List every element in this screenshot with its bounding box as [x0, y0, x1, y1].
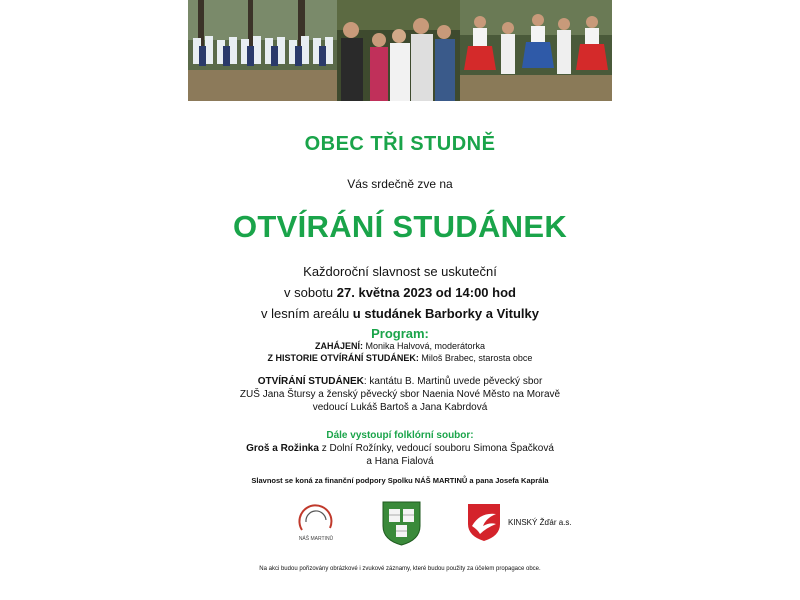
sponsor-note: Slavnost se koná za finanční podpory Spolku NÁŠ MARTINŮ a pana Josefa Kaprála — [251, 476, 549, 485]
folklore-text: z Dolní Rožínky, vedoucí souboru Simona Špačková — [318, 443, 554, 454]
photo-strip — [188, 0, 612, 101]
kinsky-logo — [466, 502, 586, 542]
kinsky-shield-icon — [466, 502, 502, 542]
program-main — [188, 376, 612, 387]
folk-dancers-photo — [460, 0, 612, 101]
main-label: OTVÍRÁNÍ STUDÁNEK — [257, 376, 364, 387]
program-opening — [188, 341, 612, 351]
village-crest-logo — [381, 500, 422, 546]
program-main-line-2: ZUŠ Jana Štursy a ženský pěvecký sbor Naenia Nové Město na Moravě — [239, 389, 561, 400]
program-main-line-3: vedoucí Lukáš Bartoš a Jana Kabrdová — [312, 402, 488, 413]
folklore-line-1 — [188, 443, 612, 454]
folklore-line-2: a Hana Fialová — [366, 456, 434, 467]
main-text: : kantátu B. Martinů uvede pěvecký sbor — [363, 376, 543, 387]
event-venue: u studánek Barborky a Vitulky — [352, 306, 539, 321]
nas-martinu-logo — [292, 500, 340, 544]
program-history — [188, 353, 612, 363]
village-title: OBEC TŘI STUDNĚ — [304, 133, 496, 155]
details-line-1: Každoroční slavnost se uskuteční — [303, 264, 497, 279]
guests-photo — [337, 0, 460, 101]
footer-note: Na akci budou pořizovány obrázkové i zvukové záznamy, které budou použity za účelem propagace obce. — [259, 566, 541, 572]
date-prefix: v sobotu — [284, 285, 337, 300]
opening-text: Monika Halvová, moderátorka — [362, 341, 486, 351]
kinsky-text: KINSKÝ Žďár a.s. — [508, 517, 572, 527]
poster — [188, 0, 612, 600]
history-label: Z HISTORIE OTVÍRÁNÍ STUDÁNEK: — [267, 353, 419, 363]
event-date: 27. května 2023 od 14:00 hod — [336, 285, 516, 300]
nas-martinu-logo-text: NÁŠ MARTINŮ — [298, 536, 334, 542]
details-line-2 — [188, 285, 612, 300]
sponsor-logos — [188, 500, 612, 548]
folklore-heading: Dále vystoupí folklórní soubor: — [326, 430, 474, 441]
details-line-3 — [188, 306, 612, 321]
program-heading: Program: — [371, 326, 429, 341]
event-title: OTVÍRÁNÍ STUDÁNEK — [232, 209, 568, 244]
venue-prefix: v lesním areálu — [261, 306, 353, 321]
invite-text: Vás srdečně zve na — [347, 177, 453, 191]
choir-photo — [188, 0, 337, 101]
history-text: Miloš Brabec, starosta obce — [418, 353, 533, 363]
folklore-ensemble: Groš a Rožinka — [246, 443, 319, 454]
opening-label: ZAHÁJENÍ: — [314, 341, 363, 351]
